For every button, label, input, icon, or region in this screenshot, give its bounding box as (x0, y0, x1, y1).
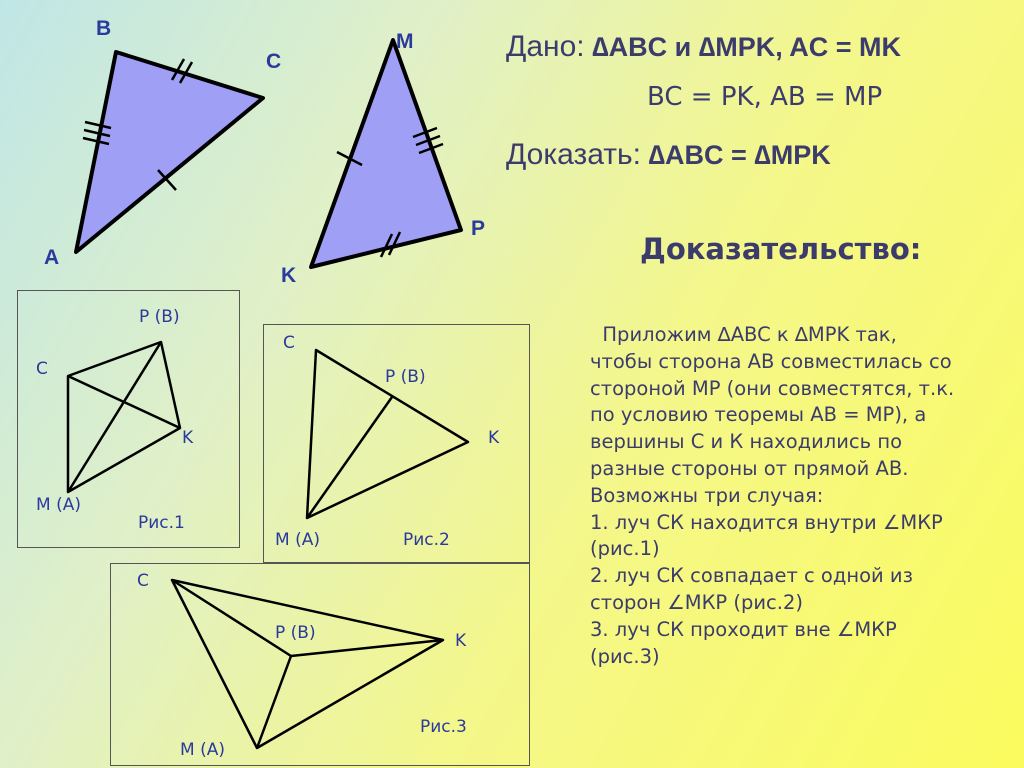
fig1-caption: Рис.1 (138, 513, 185, 533)
fig3-label-m: M (A) (180, 740, 225, 760)
fig3-label-c: C (137, 571, 149, 591)
given-statement: ∆ABC и ∆MPK, AC = MK (592, 32, 902, 62)
vertex-label-p: P (471, 217, 486, 240)
proof-line: (рис.3) (590, 644, 660, 668)
vertex-label-m: M (396, 30, 414, 53)
proof-line: 1. луч СК находится внутри ∠МКР (590, 510, 943, 534)
proof-title: Доказательство: (640, 232, 922, 266)
given-line-2: BC = PK, AB = MP (647, 82, 883, 112)
proof-line: Приложим ∆ABC к ∆MPK так, (590, 323, 897, 346)
vertex-label-a: A (44, 246, 60, 269)
fig2-label-c: C (283, 333, 295, 353)
fig2-label-p: P (B) (385, 367, 426, 387)
fig3-drawing (172, 580, 443, 748)
proof-line: по условию теоремы AB = MP), а (590, 403, 927, 427)
prove-statement: ∆ABC = ∆MPK (648, 140, 831, 170)
proof-line: сторон ∠МКР (рис.2) (590, 590, 803, 614)
proof-line: чтобы сторона AB совместилась со (590, 349, 952, 373)
fig2-caption: Рис.2 (403, 530, 450, 550)
fig3-caption: Рис.3 (420, 717, 467, 737)
fig3-label-k: K (455, 631, 467, 651)
fig3-label-p: P (B) (275, 623, 316, 643)
proof-line: 3. луч СК проходит вне ∠МКР (590, 617, 897, 641)
proof-line: стороной MP (они совместятся, т.к. (590, 376, 955, 400)
proof-line: (рис.1) (590, 537, 660, 561)
prove-label: Доказать: (506, 138, 641, 171)
fig1-label-p: P (B) (139, 307, 180, 327)
vertex-label-c: C (266, 50, 282, 73)
fig2-label-m: M (A) (275, 530, 320, 550)
fig1-label-c: C (36, 359, 48, 379)
fig2-label-k: K (488, 428, 500, 448)
proof-line: Возможны три случая: (590, 483, 824, 507)
proof-line: разные стороны от прямой AB. (590, 456, 909, 480)
proof-line: вершины С и К находились по (590, 430, 903, 454)
vertex-label-k: K (281, 264, 297, 287)
proof-line: 2. луч СК совпадает с одной из (590, 564, 913, 588)
fig1-label-m: M (A) (36, 495, 81, 515)
fig1-drawing (68, 342, 180, 492)
given-label: Дано: (506, 30, 585, 63)
vertex-label-b: B (96, 17, 112, 40)
fig1-label-k: K (182, 428, 194, 448)
